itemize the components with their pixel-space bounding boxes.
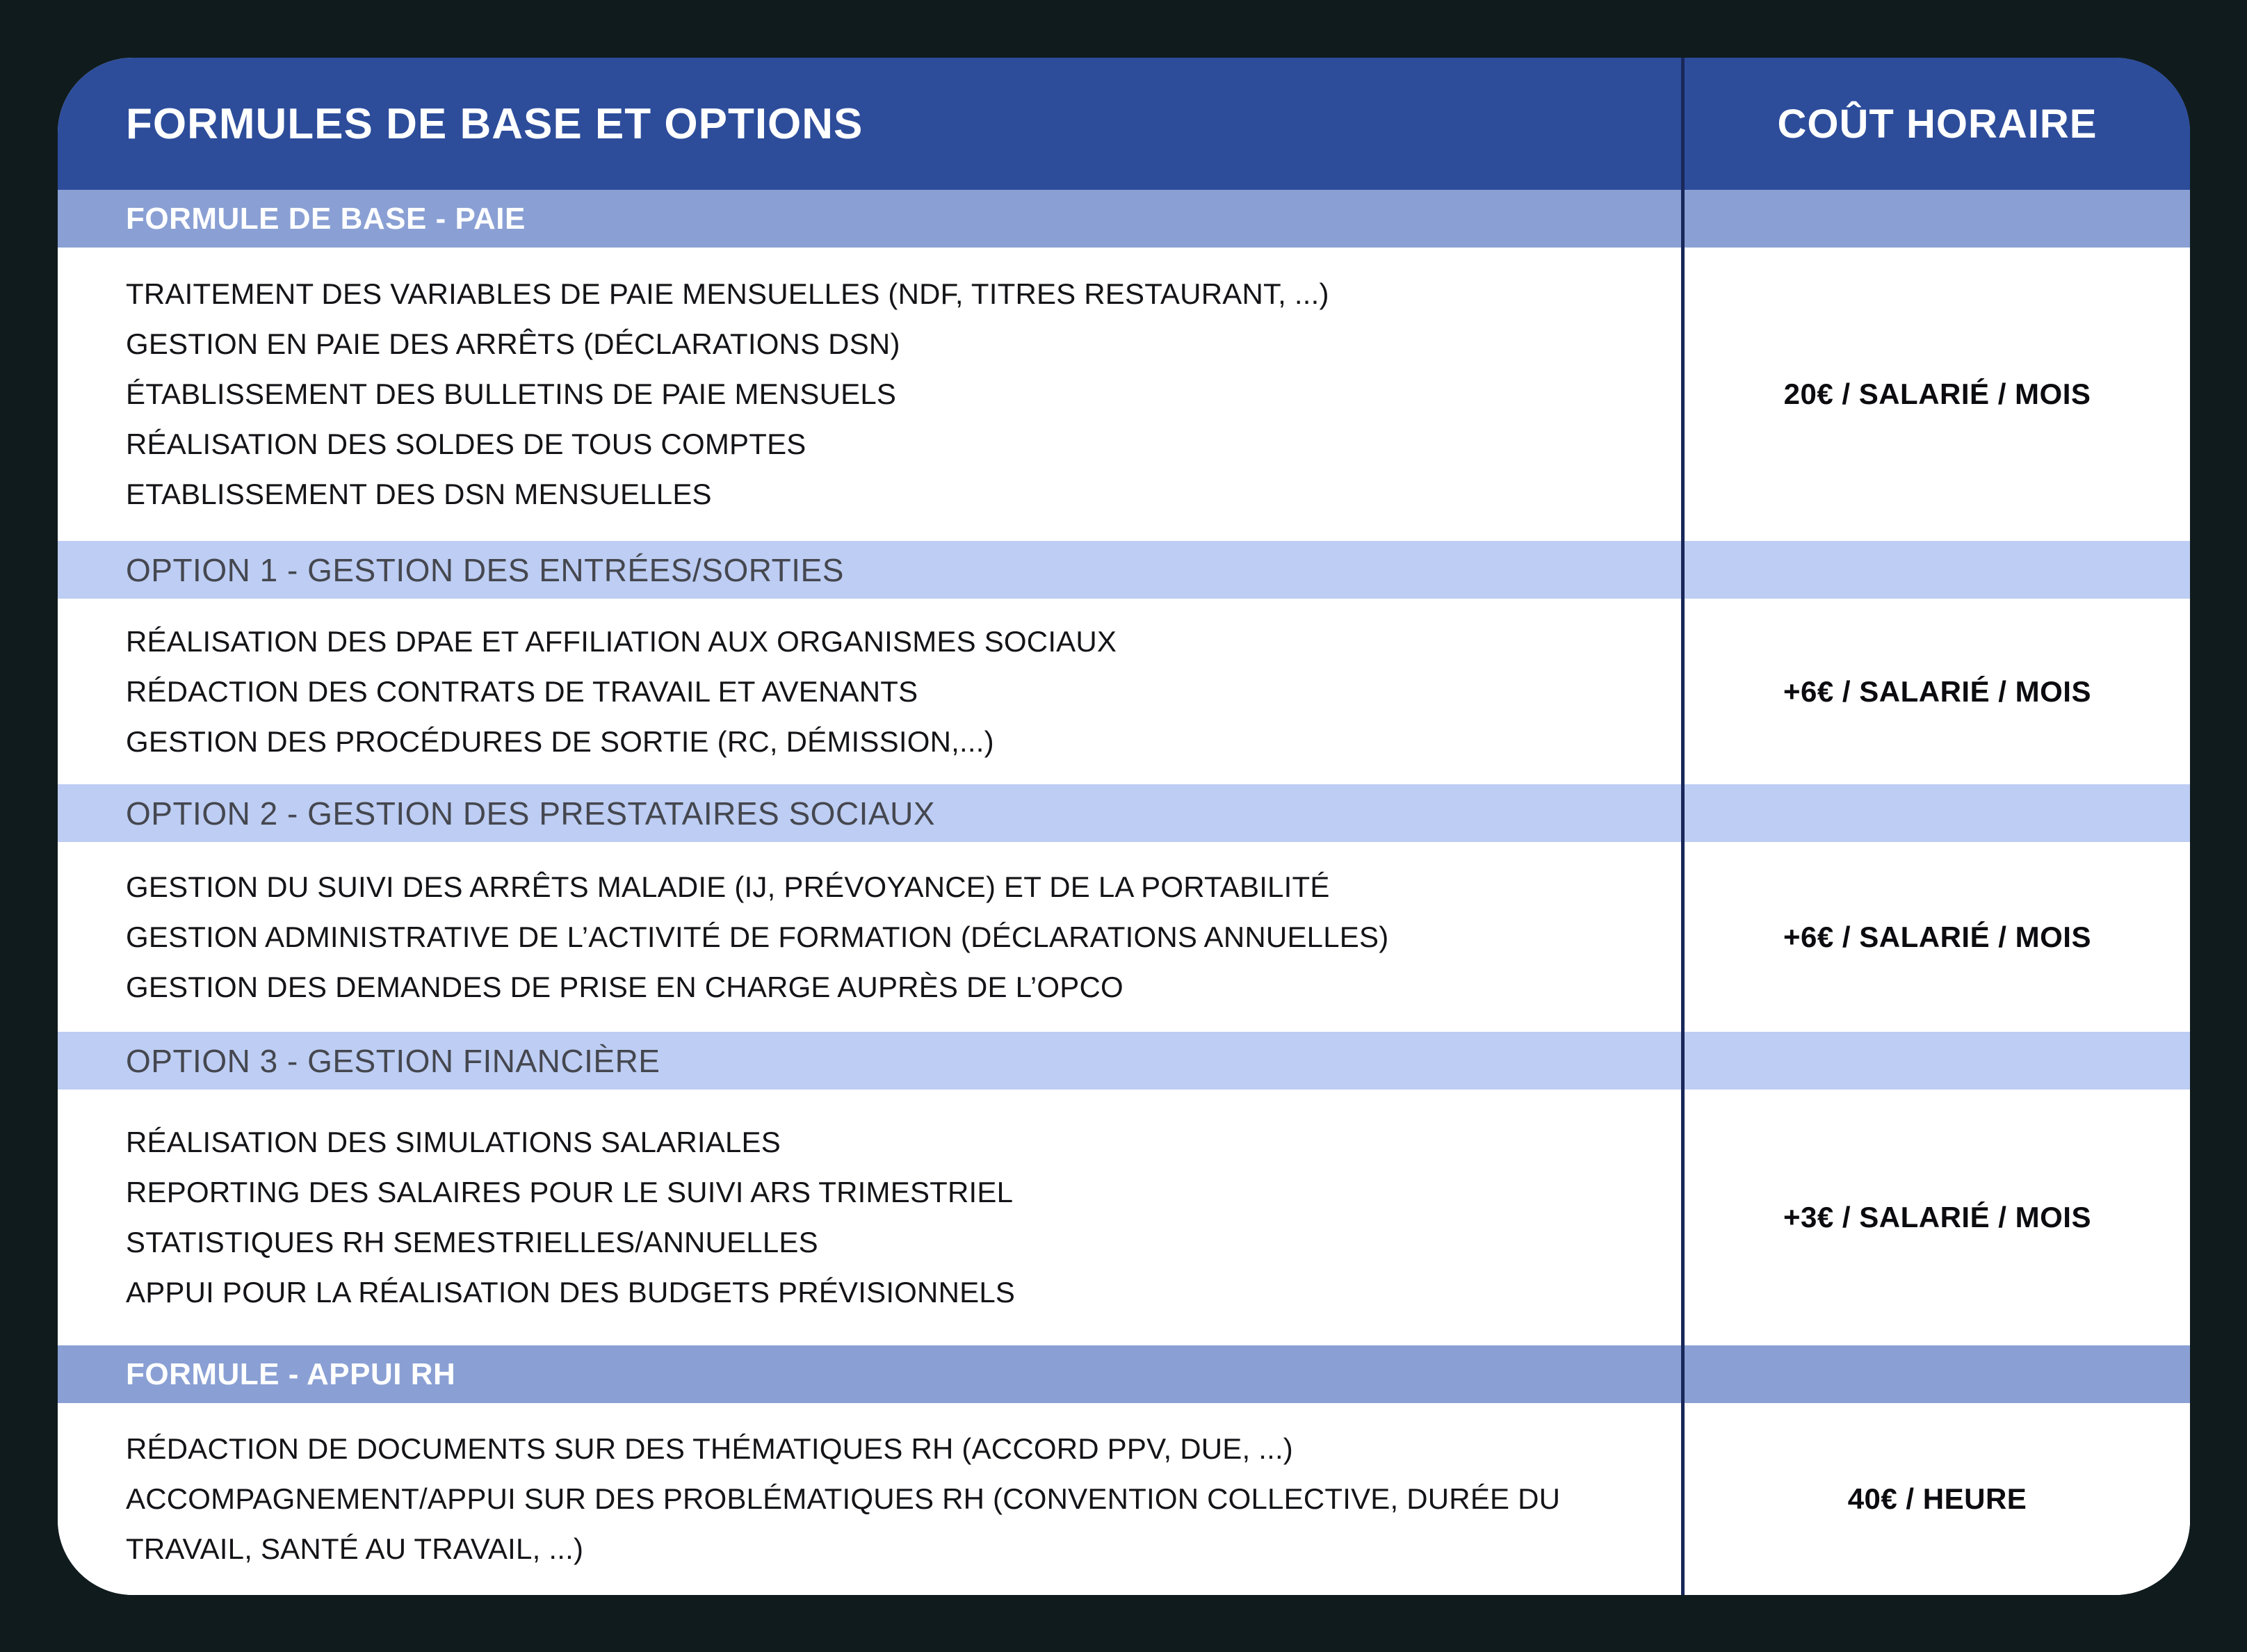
price-cell — [1681, 842, 2190, 1032]
table-header-left-cell — [58, 58, 1681, 190]
service-line: ACCOMPAGNEMENT/APPUI SUR DES PROBLÉMATIQUES RH (CONVENTION COLLECTIVE, DURÉE DU TRAVAIL, SANTÉ AU TRAVAIL, ...) — [126, 1482, 1561, 1565]
service-line: ÉTABLISSEMENT DES BULLETINS DE PAIE MENSUELS — [126, 378, 897, 410]
service-line: GESTION DES PROCÉDURES DE SORTIE (RC, DÉMISSION,...) — [126, 724, 994, 758]
section-title: OPTION 3 - GESTION FINANCIÈRE — [126, 1042, 660, 1079]
section-body-formule-appui-rh — [58, 1403, 2190, 1595]
band-title-cell — [58, 1345, 1681, 1403]
section-body-option-3 — [58, 1090, 2190, 1345]
band-price-cell-empty — [1681, 1345, 2190, 1403]
service-line: ETABLISSEMENT DES DSN MENSUELLES — [126, 478, 712, 510]
table-header-row — [58, 58, 2190, 190]
table-header-right-cell — [1681, 58, 2190, 190]
service-list — [58, 1403, 1681, 1595]
section-title: FORMULE DE BASE - PAIE — [126, 201, 526, 236]
price-cell — [1681, 1403, 2190, 1595]
band-title-cell — [58, 190, 1681, 248]
section-band-option-1 — [58, 541, 2190, 599]
price-cell — [1681, 248, 2190, 541]
service-line: RÉALISATION DES SIMULATIONS SALARIALES — [126, 1126, 781, 1158]
service-line: GESTION EN PAIE DES ARRÊTS (DÉCLARATIONS DSN) — [126, 327, 900, 360]
table-title: FORMULES DE BASE ET OPTIONS — [126, 99, 863, 148]
band-title-cell — [58, 1032, 1681, 1090]
price-value: +6€ / SALARIÉ / MOIS — [1783, 920, 2091, 953]
band-price-cell-empty — [1681, 190, 2190, 248]
service-line: RÉDACTION DE DOCUMENTS SUR DES THÉMATIQUES RH (ACCORD PPV, DUE, ...) — [126, 1432, 1293, 1465]
service-line: RÉALISATION DES SOLDES DE TOUS COMPTES — [126, 428, 806, 460]
section-title: OPTION 2 - GESTION DES PRESTATAIRES SOCIAUX — [126, 795, 936, 832]
service-line: RÉALISATION DES DPAE ET AFFILIATION AUX ORGANISMES SOCIAUX — [126, 624, 1117, 658]
price-value: 20€ / SALARIÉ / MOIS — [1783, 378, 2091, 410]
service-line: APPUI POUR LA RÉALISATION DES BUDGETS PRÉVISIONNELS — [126, 1276, 1016, 1309]
section-band-option-3 — [58, 1032, 2190, 1090]
section-title: OPTION 1 - GESTION DES ENTRÉES/SORTIES — [126, 551, 844, 588]
pricing-table-card — [58, 58, 2190, 1595]
band-title-cell — [58, 784, 1681, 842]
section-body-formule-de-base — [58, 248, 2190, 541]
section-band-formule-appui-rh — [58, 1345, 2190, 1403]
service-list — [58, 842, 1681, 1032]
service-line: REPORTING DES SALAIRES POUR LE SUIVI ARS TRIMESTRIEL — [126, 1176, 1014, 1208]
service-line: RÉDACTION DES CONTRATS DE TRAVAIL ET AVENANTS — [126, 674, 918, 708]
service-line: STATISTIQUES RH SEMESTRIELLES/ANNUELLES — [126, 1226, 818, 1258]
section-body-option-2 — [58, 842, 2190, 1032]
service-line: GESTION ADMINISTRATIVE DE L’ACTIVITÉ DE FORMATION (DÉCLARATIONS ANNUELLES) — [126, 920, 1389, 953]
service-line: GESTION DES DEMANDES DE PRISE EN CHARGE AUPRÈS DE L’OPCO — [126, 970, 1124, 1003]
service-list — [58, 248, 1681, 541]
band-title-cell — [58, 541, 1681, 599]
band-price-cell-empty — [1681, 1032, 2190, 1090]
service-line: GESTION DU SUIVI DES ARRÊTS MALADIE (IJ, PRÉVOYANCE) ET DE LA PORTABILITÉ — [126, 870, 1330, 903]
cost-column-header: COÛT HORAIRE — [1777, 101, 2098, 147]
price-value: +6€ / SALARIÉ / MOIS — [1783, 674, 2091, 708]
band-price-cell-empty — [1681, 784, 2190, 842]
service-list — [58, 599, 1681, 784]
section-title: FORMULE - APPUI RH — [126, 1357, 456, 1391]
band-price-cell-empty — [1681, 541, 2190, 599]
section-band-formule-de-base — [58, 190, 2190, 248]
service-line: TRAITEMENT DES VARIABLES DE PAIE MENSUELLES (NDF, TITRES RESTAURANT, ...) — [126, 277, 1329, 310]
price-cell — [1681, 599, 2190, 784]
price-value: 40€ / HEURE — [1847, 1482, 2027, 1515]
section-body-option-1 — [58, 599, 2190, 784]
price-value: +3€ / SALARIÉ / MOIS — [1783, 1201, 2091, 1233]
price-cell — [1681, 1090, 2190, 1345]
section-band-option-2 — [58, 784, 2190, 842]
service-list — [58, 1090, 1681, 1345]
